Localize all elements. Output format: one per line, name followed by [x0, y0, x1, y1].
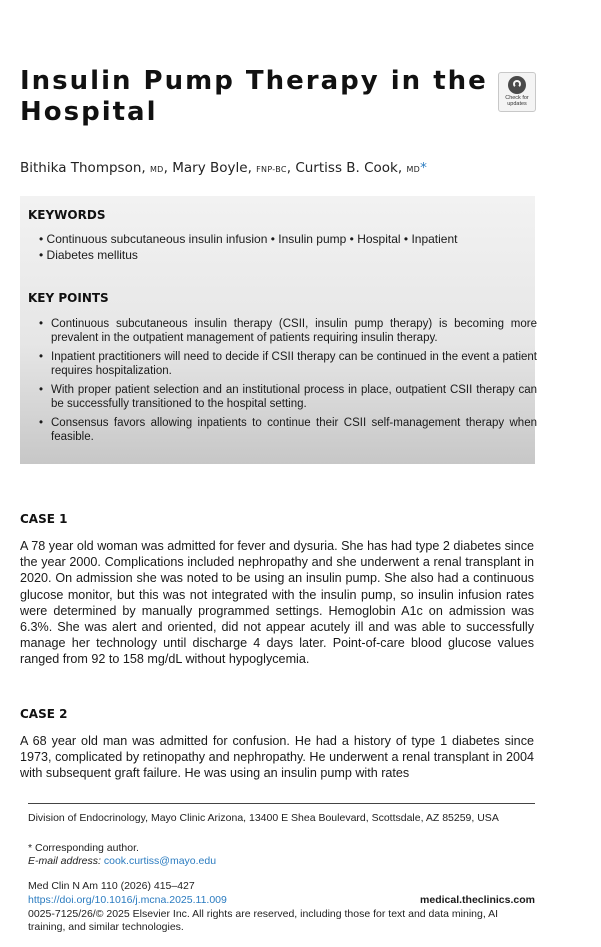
bullet-icon: •	[403, 232, 409, 246]
email-line	[28, 855, 535, 868]
keywords-list	[39, 231, 527, 263]
corresponding-author-note: * Corresponding author.	[28, 842, 139, 854]
affiliation: Division of Endocrinology, Mayo Clinic Arizona, 13400 E Shea Boulevard, Scottsdale, AZ 85259, USA	[28, 812, 499, 824]
keyword: Diabetes mellitus	[46, 248, 138, 262]
key-points-list	[39, 317, 537, 449]
author-degree: FNP-BC	[256, 165, 287, 174]
key-point: • Continuous subcutaneous insulin therapy (CSII, insulin pump therapy) is becoming more prevalent in the outpatient management of patients requiring insulin therapy.	[39, 317, 537, 345]
case-1-text: A 78 year old woman was admitted for fever and dysuria. She has had type 2 diabetes since the year 2000. Complications included nephropathy and she underwent a renal transplant in 2020. On admission she was noted to be using an insulin pump. She also had a continuous glucose monitor, but this was not integrated with the insulin pump, so insulin infusion rates were determined by manually programmed settings. Hemoglobin A1c on admission was 6.3%. She was alert and oriented, did not appear acutely ill and was able to successfully manage her technology until discharge 4 days later. Point-of-care blood glucose values ranged from 92 to 158 mg/dL without hypoglycemia.	[20, 539, 534, 667]
copyright: 0025-7125/26/© 2025 Elsevier Inc. All rights are reserved, including those for text and data mining, AI training, and similar technologies.	[28, 908, 499, 933]
author-name: Bithika Thompson,	[20, 160, 146, 176]
keywords-heading: KEYWORDS	[28, 208, 106, 222]
key-point: • Consensus favors allowing inpatients to continue their CSII self-management therapy when feasible.	[39, 416, 537, 444]
case-1-heading: CASE 1	[20, 512, 68, 526]
keyword: Inpatient	[411, 232, 458, 246]
author-separator: ,	[286, 160, 292, 176]
keyword: Continuous subcutaneous insulin infusion	[46, 232, 268, 246]
key-points-heading: KEY POINTS	[28, 291, 109, 305]
author-name: Mary Boyle,	[172, 160, 252, 176]
journal-citation: Med Clin N Am 110 (2026) 415–427	[28, 880, 195, 892]
journal-website[interactable]: medical.theclinics.com	[420, 894, 535, 906]
bullet-icon: •	[39, 232, 44, 246]
case-2-heading: CASE 2	[20, 707, 68, 721]
key-point: • With proper patient selection and an institutional process in place, outpatient CSII therapy can be successfully transitioned to the hospital setting.	[39, 383, 537, 411]
badge-line-2: updates	[507, 101, 527, 107]
corresponding-author-mark[interactable]: *	[420, 160, 427, 176]
author-degree: MD	[149, 165, 164, 174]
bullet-icon: •	[39, 248, 44, 262]
update-icon	[508, 76, 526, 94]
email-link[interactable]: cook.curtiss@mayo.edu	[103, 855, 217, 867]
article-title: Insulin Pump Therapy in the Hospital	[20, 66, 488, 127]
key-point: • Inpatient practitioners will need to decide if CSII therapy can be continued in the event a patient requires hospitalization.	[39, 350, 537, 378]
email-label: E-mail address:	[28, 855, 101, 867]
author-name: Curtiss B. Cook,	[295, 160, 403, 176]
abstract-box	[20, 196, 535, 464]
author-degree: MD	[406, 165, 421, 174]
bullet-icon: •	[270, 232, 275, 246]
bullet-icon: •	[349, 232, 354, 246]
keyword: Insulin pump	[278, 232, 347, 246]
badge-line-1: Check for	[505, 95, 529, 101]
doi-link[interactable]: https://doi.org/10.1016/j.mcna.2025.11.009	[28, 894, 227, 906]
check-for-updates-badge[interactable]	[498, 72, 536, 112]
keyword: Hospital	[357, 232, 401, 246]
case-2-text: A 68 year old man was admitted for confusion. He had a history of type 1 diabetes since 1973, complicated by retinopathy and nephropathy. He underwent a renal transplant in 2004 with subsequent graft failure. He was using an insulin pump with rates	[20, 734, 534, 781]
author-list	[20, 160, 427, 176]
author-separator: ,	[163, 160, 168, 176]
footnote-divider	[28, 803, 535, 804]
